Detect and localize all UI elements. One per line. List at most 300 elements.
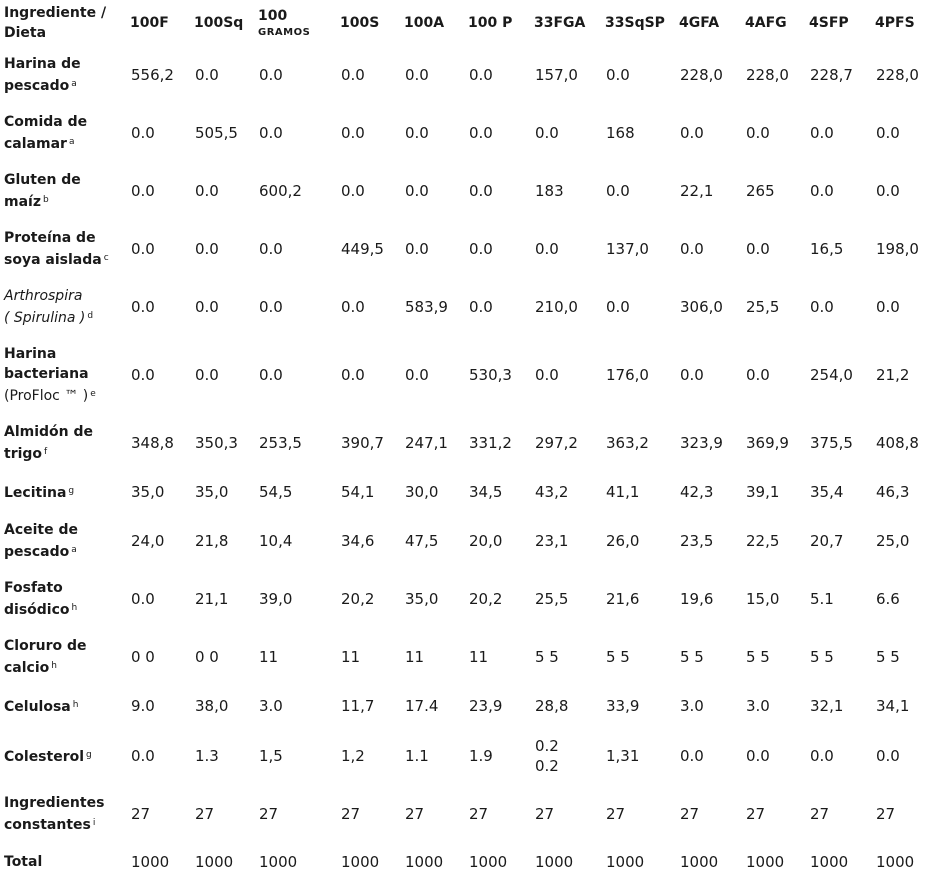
column-header-diet [258,0,340,46]
value-cell [258,686,340,726]
value-cell [534,686,605,726]
value-cell [194,46,258,104]
value-cell [258,278,340,336]
cell-value: 27 [405,805,425,823]
cell-value: 11,7 [341,697,375,715]
cell-value: 43,2 [535,483,569,501]
value-cell [258,570,340,628]
ingredient-name-cell [0,842,130,882]
cell-value: 0.0 [746,747,770,765]
value-cell [809,414,875,472]
cell-value: 0.0 [469,66,493,84]
cell-value: 0.0 [469,240,493,258]
cell-value: 1000 [469,853,508,871]
cell-value: 247,1 [405,434,448,452]
cell-value: 0.0 [405,240,429,258]
cell-value: 168 [606,124,635,142]
value-cell [340,472,404,512]
cell-value: 0.0 [131,240,155,258]
value-cell [194,162,258,220]
value-cell [605,104,679,162]
ingredient-name-cell [0,726,130,786]
cell-value: 210,0 [535,298,578,316]
cell-value: 1.9 [469,747,493,765]
value-cell [468,786,534,842]
footnote-marker: d [87,311,94,321]
column-header-diet [745,0,809,46]
cell-value: 25,0 [876,532,910,550]
value-cell [605,628,679,686]
cell-value: 1000 [746,853,785,871]
value-cell [745,162,809,220]
cell-value: 11 [259,648,279,666]
value-cell [534,570,605,628]
cell-value: 0.0 [746,240,770,258]
value-cell [745,414,809,472]
cell-value: 0.0 [195,298,219,316]
value-cell [875,628,925,686]
value-cell [130,278,194,336]
cell-value: 1000 [606,853,645,871]
cell-value: 11 [469,648,489,666]
cell-value: 27 [259,805,279,823]
ingredient-name-cell [0,686,130,726]
cell-value: 0.0 [131,747,155,765]
cell-value: 30,0 [405,483,439,501]
value-cell [468,570,534,628]
cell-value: 20,2 [341,590,375,608]
cell-value: 0.0 [469,124,493,142]
value-cell [340,570,404,628]
cell-value: 297,2 [535,434,578,452]
cell-value: 0.0 [469,298,493,316]
value-cell [468,220,534,278]
value-cell [745,336,809,414]
table-row [0,220,925,278]
cell-value: 5 5 [680,648,704,666]
cell-value: 0.0 [606,182,630,200]
cell-value: 11 [341,648,361,666]
cell-value: 46,3 [876,483,910,501]
cell-value: 27 [606,805,626,823]
footnote-marker: a [71,79,77,89]
value-cell [605,162,679,220]
cell-value: 505,5 [195,124,238,142]
cell-value: 600,2 [259,182,302,200]
table-row [0,336,925,414]
footnote-marker: g [86,750,92,760]
header-row [0,0,925,46]
value-cell [130,786,194,842]
value-cell [605,472,679,512]
cell-value: 0.0 [405,124,429,142]
cell-value: 0.0 [341,298,365,316]
value-cell [468,726,534,786]
value-cell [875,472,925,512]
cell-value: 1.1 [405,747,429,765]
value-cell [468,162,534,220]
cell-value: 363,2 [606,434,649,452]
value-cell [809,726,875,786]
cell-value: 348,8 [131,434,174,452]
value-cell [875,570,925,628]
value-cell [745,46,809,104]
value-cell [534,842,605,882]
column-header-sublabel: Dieta [4,25,47,41]
column-header-label: 100F [130,15,169,31]
value-cell [404,46,468,104]
cell-value: 41,1 [606,483,640,501]
ingredient-name: Cloruro de calcio [4,638,87,676]
ingredient-name: Gluten de maíz [4,172,81,210]
cell-value: 0.0 [195,240,219,258]
table-row [0,472,925,512]
cell-value: 32,1 [810,697,844,715]
column-header-diet [875,0,925,46]
table-row [0,628,925,686]
value-cell [468,842,534,882]
column-header-label: 100A [404,15,445,31]
ingredient-name-cell [0,220,130,278]
cell-value: 408,8 [876,434,919,452]
value-cell [679,512,745,570]
cell-value: 27 [810,805,830,823]
value-cell [745,786,809,842]
value-cell [679,726,745,786]
value-cell [404,628,468,686]
value-cell [468,46,534,104]
value-cell [679,686,745,726]
cell-value: 0.2 [535,737,559,755]
footnote-marker: e [90,389,96,399]
table-row [0,414,925,472]
value-cell [130,628,194,686]
cell-value: 0.0 [680,240,704,258]
cell-value: 0.0 [606,66,630,84]
cell-value: 1,31 [606,747,640,765]
value-cell [875,512,925,570]
cell-value: 27 [469,805,489,823]
column-header-label: Ingrediente / [4,5,107,21]
value-cell [809,336,875,414]
value-cell [809,842,875,882]
cell-value: 0.0 [535,366,559,384]
value-cell [258,726,340,786]
value-cell [809,46,875,104]
footnote-marker: i [92,818,96,828]
cell-value: 6.6 [876,590,900,608]
value-cell [534,726,605,786]
cell-value: 369,9 [746,434,789,452]
cell-value: 5 5 [810,648,834,666]
cell-value: 1,5 [259,747,283,765]
value-cell [605,414,679,472]
value-cell [258,46,340,104]
table-row [0,786,925,842]
column-header-diet [340,0,404,46]
cell-value: 350,3 [195,434,238,452]
value-cell [534,278,605,336]
cell-value: 23,1 [535,532,569,550]
value-cell [194,512,258,570]
cell-value: 0.0 [259,124,283,142]
cell-value: 5 5 [606,648,630,666]
cell-value: 0.0 [810,298,834,316]
value-cell [340,336,404,414]
value-cell [534,472,605,512]
value-cell [875,220,925,278]
cell-value: 5.1 [810,590,834,608]
cell-value: 0.0 [195,366,219,384]
value-cell [194,628,258,686]
value-cell [340,220,404,278]
value-cell [340,104,404,162]
cell-value: 0 0 [131,648,155,666]
cell-value: 33,9 [606,697,640,715]
value-cell [468,628,534,686]
value-cell [605,46,679,104]
value-cell [340,162,404,220]
column-header-label: 4GFA [679,15,720,31]
cell-value: 10,4 [259,532,293,550]
cell-value: 0.0 [680,124,704,142]
value-cell [745,472,809,512]
value-cell [404,726,468,786]
value-cell [534,104,605,162]
cell-value: 27 [680,805,700,823]
value-cell [468,512,534,570]
cell-value: 1000 [195,853,234,871]
value-cell [534,220,605,278]
value-cell [745,686,809,726]
cell-value: 265 [746,182,775,200]
cell-value: 27 [195,805,215,823]
cell-value: 23,9 [469,697,503,715]
value-cell [340,46,404,104]
footnote-marker: h [71,603,78,613]
value-cell [809,278,875,336]
value-cell [875,162,925,220]
value-cell [404,570,468,628]
cell-value: 39,0 [259,590,293,608]
value-cell [679,104,745,162]
value-cell [404,220,468,278]
cell-value: 5 5 [535,648,559,666]
value-cell [130,472,194,512]
cell-value: 556,2 [131,66,174,84]
value-cell [194,686,258,726]
cell-value: 28,8 [535,697,569,715]
cell-value: 0.0 [810,747,834,765]
value-cell [258,472,340,512]
cell-value: 23,5 [680,532,714,550]
ingredient-name: Aceite de pescado [4,522,79,560]
cell-value: 27 [131,805,151,823]
column-header-diet [809,0,875,46]
table-row [0,570,925,628]
value-cell [809,786,875,842]
cell-value: 22,5 [746,532,780,550]
value-cell [605,842,679,882]
value-cell [875,278,925,336]
value-cell [875,842,925,882]
value-cell [194,472,258,512]
cell-value: 21,6 [606,590,640,608]
ingredient-name-secondary: (ProFloc ™ ) [4,388,89,404]
value-cell [340,278,404,336]
cell-value: 375,5 [810,434,853,452]
ingredient-name-secondary: ( Spirulina ) [4,310,86,326]
value-cell [468,414,534,472]
value-cell [194,104,258,162]
cell-value: 38,0 [195,697,229,715]
ingredient-name: Celulosa [4,699,71,715]
ingredient-name: Fosfato disódico [4,580,70,618]
cell-value: 35,0 [405,590,439,608]
cell-value: 1,2 [341,747,365,765]
ingredient-name: Lecitina [4,485,67,501]
cell-value: 15,0 [746,590,780,608]
ingredient-name: Harina de pescado [4,56,81,94]
ingredient-name: Arthrospira [4,288,83,304]
cell-value: 0.0 [131,298,155,316]
column-header-ingredient [0,0,130,46]
cell-value: 20,7 [810,532,844,550]
value-cell [679,46,745,104]
ingredient-name: Almidón de trigo [4,424,94,462]
value-cell [745,220,809,278]
cell-value: 1000 [535,853,574,871]
value-cell [679,220,745,278]
cell-value: 0.0 [469,182,493,200]
cell-value: 27 [746,805,766,823]
value-cell [194,336,258,414]
value-cell [534,336,605,414]
value-cell [679,570,745,628]
value-cell [258,512,340,570]
value-cell [194,278,258,336]
footnote-marker: c [103,253,109,263]
cell-value: 20,2 [469,590,503,608]
value-cell [745,842,809,882]
column-header-label: 33FGA [534,15,586,31]
cell-value: 35,0 [195,483,229,501]
cell-value: 34,6 [341,532,375,550]
column-header-label: 33SqSP [605,15,665,31]
value-cell [258,162,340,220]
cell-value: 1000 [680,853,719,871]
cell-value: 27 [876,805,896,823]
column-header-diet [605,0,679,46]
column-header-diet [468,0,534,46]
value-cell [745,628,809,686]
cell-value: 530,3 [469,366,512,384]
value-cell [130,686,194,726]
ingredient-name: Colesterol [4,749,85,765]
ingredient-name-cell [0,336,130,414]
table-row [0,512,925,570]
value-cell [605,512,679,570]
value-cell [679,472,745,512]
column-header-label: 4AFG [745,15,787,31]
cell-value: 0.0 [341,182,365,200]
value-cell [340,686,404,726]
cell-value: 137,0 [606,240,649,258]
column-header-label: 100 P [468,15,513,31]
cell-value: 449,5 [341,240,384,258]
value-cell [340,512,404,570]
value-cell [130,512,194,570]
table-row [0,104,925,162]
value-cell [809,162,875,220]
cell-value: 25,5 [746,298,780,316]
cell-value: 254,0 [810,366,853,384]
cell-value: 390,7 [341,434,384,452]
value-cell [534,786,605,842]
footnote-marker: b [42,195,49,205]
cell-value: 42,3 [680,483,714,501]
cell-value: 39,1 [746,483,780,501]
value-cell [679,162,745,220]
value-cell [258,220,340,278]
value-cell [340,414,404,472]
ingredient-name-cell [0,278,130,336]
column-header-label: 4SFP [809,15,849,31]
value-cell [404,786,468,842]
cell-value: 16,5 [810,240,844,258]
cell-value: 228,0 [746,66,789,84]
cell-value: 0.0 [535,124,559,142]
column-header-sublabel: GRAMOS [258,27,311,38]
cell-value: 11 [405,648,425,666]
value-cell [340,786,404,842]
cell-value: 0.0 [876,124,900,142]
value-cell [809,512,875,570]
cell-value: 0.0 [876,182,900,200]
footnote-marker: a [68,137,75,147]
cell-value: 0.0 [680,366,704,384]
cell-value: 27 [535,805,555,823]
value-cell [534,414,605,472]
cell-value: 1000 [876,853,915,871]
value-cell [809,570,875,628]
value-cell [679,278,745,336]
column-header-label: 100S [340,15,380,31]
cell-value: 0.0 [680,747,704,765]
cell-value: 17.4 [405,697,439,715]
cell-value: 35,4 [810,483,844,501]
value-cell [404,278,468,336]
table-row [0,162,925,220]
value-cell [605,220,679,278]
value-cell [258,414,340,472]
value-cell [605,686,679,726]
ingredient-name-cell [0,512,130,570]
footnote-marker: h [51,661,57,671]
value-cell [340,842,404,882]
value-cell [130,162,194,220]
cell-value: 5 5 [876,648,900,666]
value-cell [875,46,925,104]
cell-value: 1000 [810,853,849,871]
cell-value: 34,1 [876,697,910,715]
cell-value: 0.0 [195,66,219,84]
cell-value: 0.0 [405,66,429,84]
value-cell [605,570,679,628]
value-cell [745,512,809,570]
cell-value: 0.0 [341,366,365,384]
cell-value: 306,0 [680,298,723,316]
